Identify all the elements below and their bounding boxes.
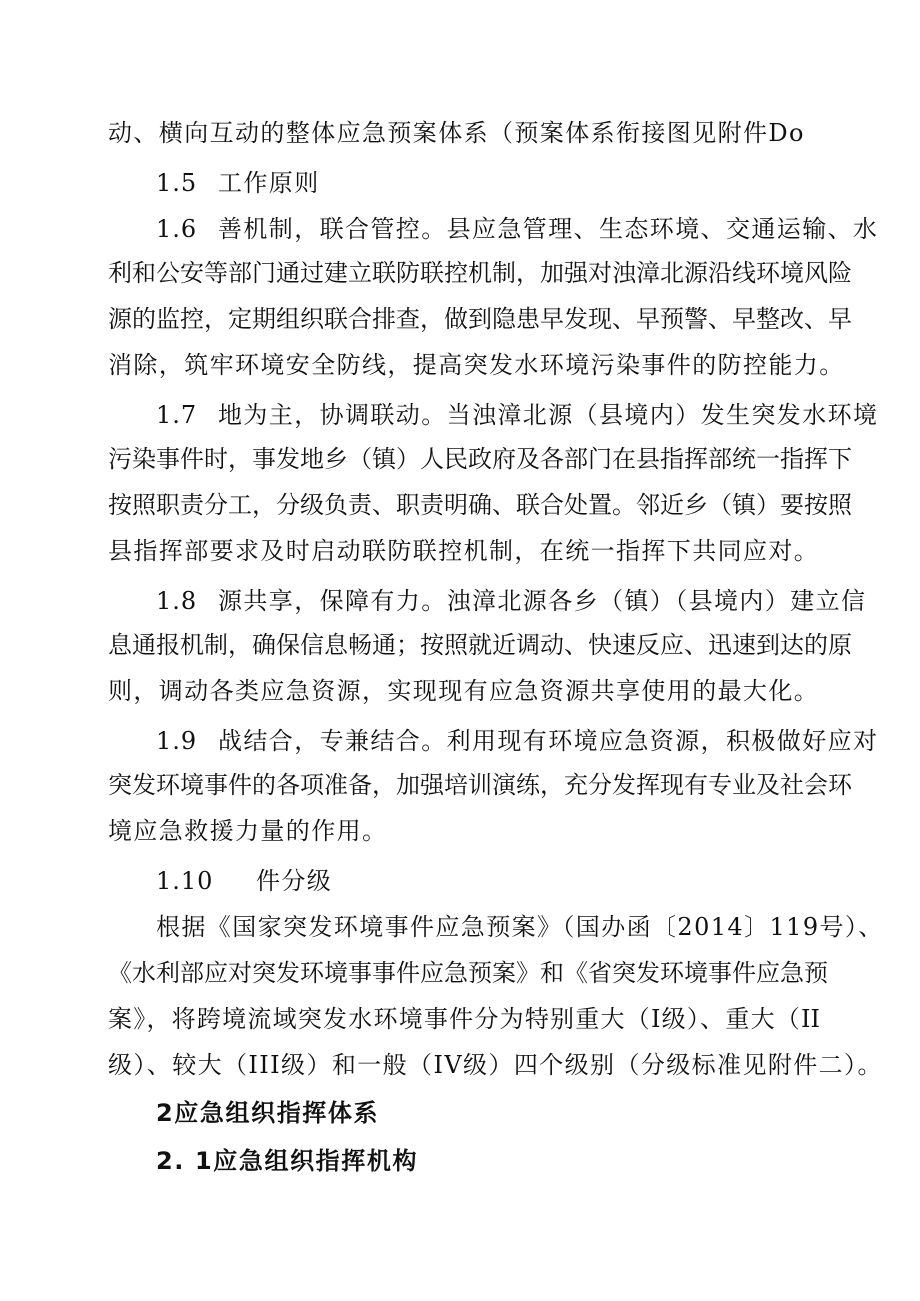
paragraph-line: 污染事件时，事发地乡（镇）人民政府及各部门在县指挥部统一指挥下 [108, 445, 852, 473]
section-number: 1.5 [156, 169, 198, 197]
section-1-6-first-line [156, 214, 878, 244]
paragraph-text: 地为主，协调联动。当浊漳北源（县境内）发生突发水环境 [218, 401, 879, 429]
paragraph-line: 《水利部应对突发环境事事件应急预案》和《省突发环境事件应急预 [108, 959, 828, 987]
paragraph-line: 消除，筑牢环境安全防线，提高突发水环境污染事件的防控能力。 [108, 351, 845, 379]
paragraph-line: 息通报机制，确保信息畅通；按照就近调动、快速反应、迅速到达的原 [108, 631, 852, 659]
section-number: 1.8 [156, 587, 198, 615]
paragraph-line: 按照职责分工，分级负责、职责明确、联合处置。邻近乡（镇）要按照 [108, 491, 852, 519]
section-1-8-first-line [156, 586, 866, 616]
section-1-10-heading [156, 866, 332, 896]
section-number: 1.9 [156, 727, 198, 755]
section-number: 1.7 [156, 401, 198, 429]
paragraph-line: 源的监控，定期组织联合排查，做到隐患早发现、早预警、早整改、早 [108, 305, 852, 333]
paragraph-line: 境应急救援力量的作用。 [108, 817, 388, 845]
section-1-9-first-line [156, 726, 878, 756]
paragraph-line: 突发环境事件的各项准备，加强培训演练，充分发挥现有专业及社会环 [108, 771, 852, 799]
paragraph-text: 战结合，专兼结合。利用现有环境应急资源，积极做好应对 [218, 727, 879, 755]
section-number: 1.6 [156, 215, 198, 243]
section-title: 工作原则 [218, 169, 320, 197]
section-2-1-heading: 2. 1应急组织指挥机构 [156, 1147, 419, 1175]
section-1-7-first-line [156, 400, 878, 430]
paragraph-line: 案》，将跨境流域突发水环境事件分为特别重大（I级）、重大（II [108, 1005, 820, 1033]
paragraph-line: 则，调动各类应急资源，实现现有应急资源共享使用的最大化。 [108, 677, 820, 705]
section-title: 件分级 [256, 867, 333, 895]
paragraph-line: 县指挥部要求及时启动联防联控机制，在统一指挥下共同应对。 [108, 537, 820, 565]
section-number: 1.10 [156, 867, 214, 895]
paragraph-continuation: 动、横向互动的整体应急预案体系（预案体系衔接图见附件Do [108, 119, 805, 147]
section-1-5-heading [156, 168, 320, 198]
chapter-2-heading: 2应急组织指挥体系 [156, 1099, 380, 1127]
paragraph-line: 利和公安等部门通过建立联防联控机制，加强对浊漳北源沿线环境风险 [108, 259, 852, 287]
paragraph-line: 级）、较大（III级）和一般（IV级）四个级别（分级标准见附件二）。 [108, 1051, 883, 1079]
paragraph-line: 根据《国家突发环境事件应急预案》（国办函〔2014〕119号）、 [156, 913, 884, 941]
paragraph-text: 源共享，保障有力。浊漳北源各乡（镇）（县境内）建立信 [218, 587, 867, 615]
paragraph-text: 善机制，联合管控。县应急管理、生态环境、交通运输、水 [218, 215, 879, 243]
